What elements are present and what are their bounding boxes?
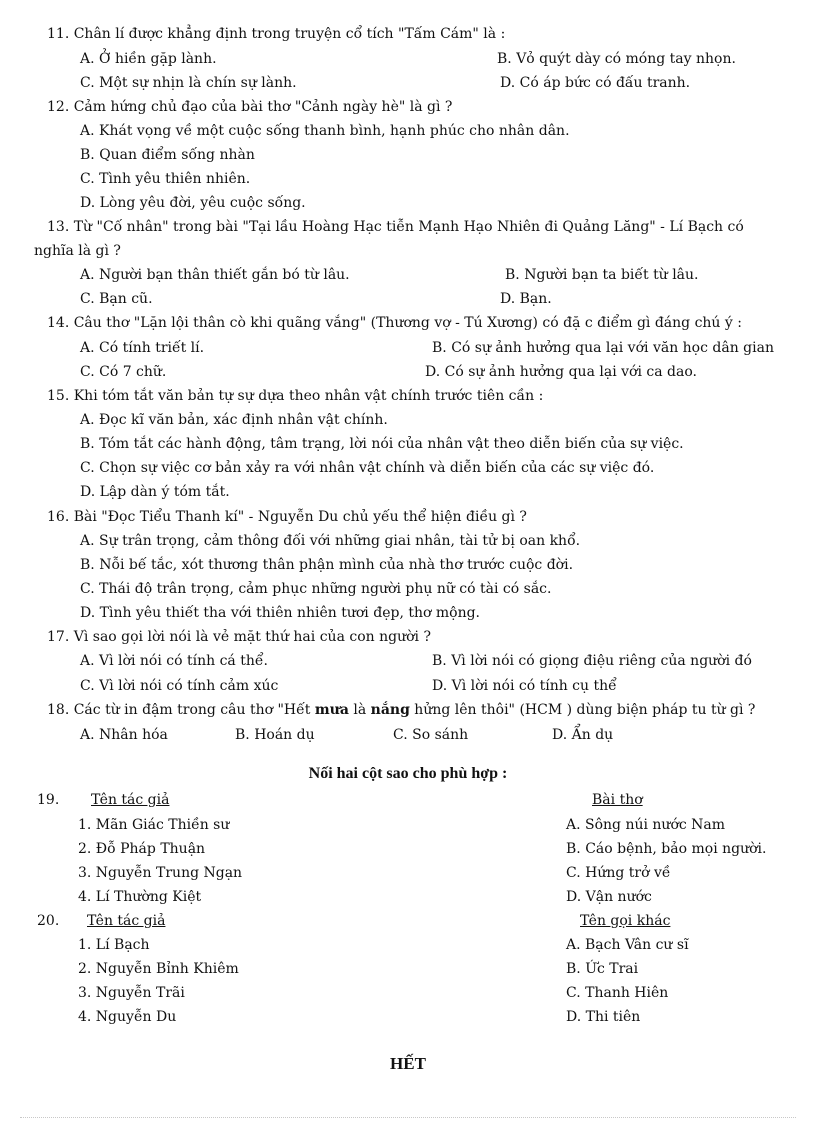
q17-option-c: C. Vì lời nói có tính cảm xúc (80, 678, 279, 694)
q14-option-d: D. Có sự ảnh hưởng qua lại với ca dao. (425, 364, 697, 380)
q20-right-item: A. Bạch Vân cư sĩ (566, 937, 689, 953)
q16-option-a: A. Sự trân trọng, cảm thông đối với những giai nhân, tài tử bị oan khổ. (80, 533, 581, 549)
q11-option-c: C. Một sự nhịn là chín sự lành. (80, 75, 297, 91)
q18-option-b: B. Hoán dụ (235, 727, 315, 743)
q12-option-c: C. Tình yêu thiên nhiên. (80, 171, 251, 187)
question-12-stem: 12. Cảm hứng chủ đạo của bài thơ "Cảnh ngày hè" là gì ? (47, 99, 453, 115)
q19-left-item: 3. Nguyễn Trung Ngạn (78, 865, 243, 881)
q18-option-d: D. Ẩn dụ (552, 727, 614, 743)
q15-option-a: A. Đọc kĩ văn bản, xác định nhân vật chính. (80, 412, 388, 428)
q12-option-d: D. Lòng yêu đời, yêu cuộc sống. (80, 195, 306, 211)
q14-option-b: B. Có sự ảnh hưởng qua lại với văn học dân gian (432, 340, 774, 356)
q18-option-a: A. Nhân hóa (80, 727, 168, 743)
question-13-stem: 13. Từ "Cố nhân" trong bài "Tại lầu Hoàng Hạc tiễn Mạnh Hạo Nhiên đi Quảng Lăng" - Lí Bạch có (47, 219, 744, 235)
q19-right-item: A. Sông núi nước Nam (566, 817, 726, 833)
q11-option-b: B. Vỏ quýt dày có móng tay nhọn. (497, 51, 736, 67)
q18-option-c: C. So sánh (393, 727, 469, 743)
q18-stem-part: hửng lên thôi" (HCM ) dùng biện pháp tu từ gì ? (409, 702, 756, 718)
q15-option-b: B. Tóm tắt các hành động, tâm trạng, lời nói của nhân vật theo diễn biến của sự việc. (80, 436, 684, 452)
q13-option-a: A. Người bạn thân thiết gắn bó từ lâu. (80, 267, 350, 283)
question-13-stem-continued: nghĩa là gì ? (34, 243, 121, 259)
matching-heading: Nối hai cột sao cho phù hợp : (308, 765, 508, 782)
q13-option-d: D. Bạn. (500, 291, 552, 307)
q19-left-item: 4. Lí Thường Kiệt (78, 889, 202, 905)
q14-option-a: A. Có tính triết lí. (80, 340, 205, 356)
q11-option-d: D. Có áp bức có đấu tranh. (500, 75, 691, 91)
q16-option-d: D. Tình yêu thiết tha với thiên nhiên tươi đẹp, thơ mộng. (80, 605, 480, 621)
q12-option-a: A. Khát vọng về một cuộc sống thanh bình, hạnh phúc cho nhân dân. (80, 123, 570, 139)
q19-right-item: C. Hứng trở về (566, 865, 671, 881)
question-17-stem: 17. Vì sao gọi lời nói là vẻ mặt thứ hai của con người ? (47, 629, 431, 645)
q19-left-header: Tên tác giả (91, 792, 170, 808)
q19-left-item: 1. Mãn Giác Thiền sư (78, 817, 230, 833)
end-marker: HẾT (390, 1054, 426, 1073)
q13-option-b: B. Người bạn ta biết từ lâu. (505, 267, 699, 283)
q20-right-header: Tên gọi khác (580, 913, 671, 929)
q18-stem-part: là (348, 702, 371, 718)
q17-option-a: A. Vì lời nói có tính cá thể. (80, 653, 268, 669)
q18-stem-part: 18. Các từ in đậm trong câu thơ "Hết (47, 702, 315, 718)
question-14-stem: 14. Câu thơ "Lặn lội thân cò khi quãng vắng" (Thương vợ - Tú Xương) có đặ c điểm gì đáng chú ý : (47, 315, 742, 331)
q19-left-item: 2. Đỗ Pháp Thuận (78, 841, 206, 857)
q19-right-item: D. Vận nước (566, 889, 652, 905)
q17-option-b: B. Vì lời nói có giọng điệu riêng của người đó (432, 653, 752, 669)
question-18-stem (47, 701, 755, 719)
bold-word-nang: nắng (370, 702, 410, 718)
q20-left-item: 3. Nguyễn Trãi (78, 985, 185, 1001)
question-19-number: 19. (37, 792, 60, 808)
q15-option-c: C. Chọn sự việc cơ bản xảy ra với nhân vật chính và diễn biến của các sự việc đó. (80, 460, 655, 476)
page-bottom-rule (20, 1117, 796, 1118)
q11-option-a: A. Ở hiền gặp lành. (80, 51, 217, 67)
question-15-stem: 15. Khi tóm tắt văn bản tự sự dựa theo nhân vật chính trước tiên cần : (47, 388, 544, 404)
q17-option-d: D. Vì lời nói có tính cụ thể (432, 678, 617, 694)
question-20-number: 20. (37, 913, 60, 929)
q16-option-b: B. Nỗi bế tắc, xót thương thân phận mình của nhà thơ trước cuộc đời. (80, 557, 574, 573)
q15-option-d: D. Lập dàn ý tóm tắt. (80, 484, 230, 500)
bold-word-mua: mưa (314, 702, 349, 718)
q20-right-item: D. Thi tiên (566, 1009, 641, 1025)
q20-right-item: C. Thanh Hiên (566, 985, 669, 1001)
q19-right-header: Bài thơ (592, 792, 643, 808)
q12-option-b: B. Quan điểm sống nhàn (80, 147, 255, 163)
q20-right-item: B. Ức Trai (566, 961, 639, 977)
q20-left-item: 2. Nguyễn Bỉnh Khiêm (78, 961, 239, 977)
q13-option-c: C. Bạn cũ. (80, 291, 153, 307)
q20-left-header: Tên tác giả (87, 913, 166, 929)
q19-right-item: B. Cáo bệnh, bảo mọi người. (566, 841, 767, 857)
q20-left-item: 4. Nguyễn Du (78, 1009, 177, 1025)
question-11-stem: 11. Chân lí được khẳng định trong truyện cổ tích "Tấm Cám" là : (47, 26, 506, 42)
q14-option-c: C. Có 7 chữ. (80, 364, 167, 380)
question-16-stem: 16. Bài "Đọc Tiểu Thanh kí" - Nguyễn Du chủ yếu thể hiện điều gì ? (47, 509, 527, 525)
q16-option-c: C. Thái độ trân trọng, cảm phục những người phụ nữ có tài có sắc. (80, 581, 552, 597)
q20-left-item: 1. Lí Bạch (78, 937, 150, 953)
